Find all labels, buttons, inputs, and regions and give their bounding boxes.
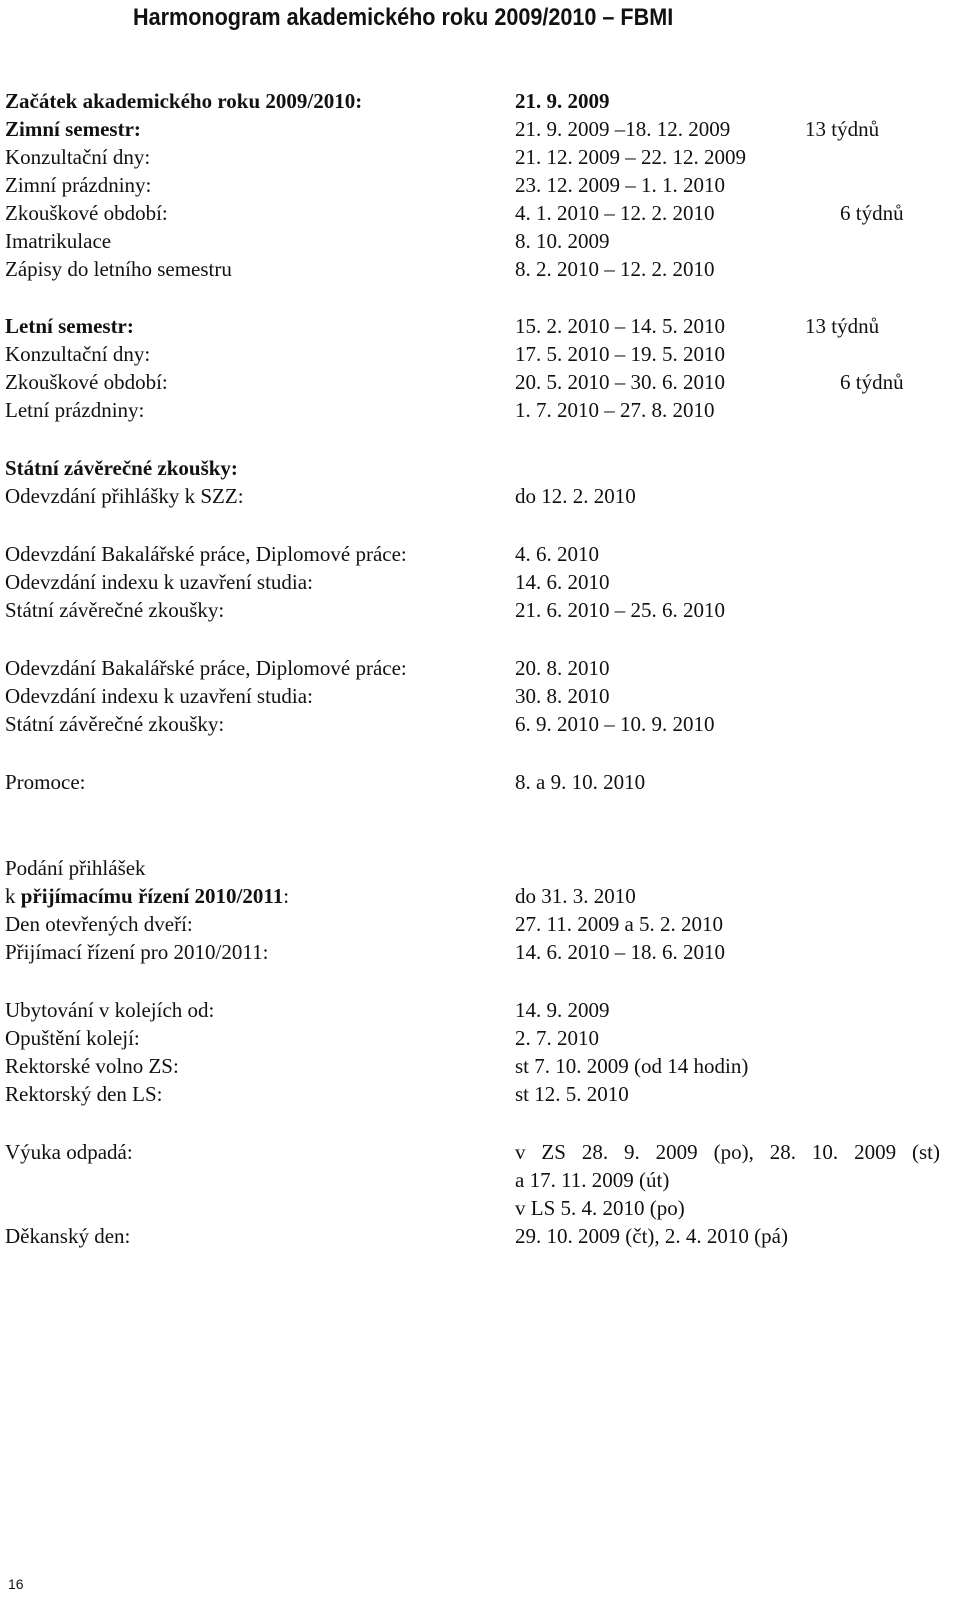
label-bold: přijímacímu řízení 2010/2011 xyxy=(20,884,284,908)
value: 20. 5. 2010 – 30. 6. 2010 xyxy=(515,370,725,394)
winter-semester-row xyxy=(5,116,955,146)
value: st 7. 10. 2009 (od 14 hodin) xyxy=(515,1054,749,1078)
value: 23. 12. 2009 – 1. 1. 2010 xyxy=(515,173,725,197)
value: 8. a 9. 10. 2010 xyxy=(515,770,646,794)
graduation-row xyxy=(5,769,955,799)
weeks: 6 týdnů xyxy=(840,201,904,225)
value: 21. 9. 2009 –18. 12. 2009 xyxy=(515,117,731,141)
t1-exam-row xyxy=(5,597,955,627)
summer-exam-row xyxy=(5,369,955,399)
label: Zkouškové období: xyxy=(5,370,168,394)
dorm-row xyxy=(5,997,955,1027)
t2-thesis-row xyxy=(5,655,955,685)
label: Odevzdání indexu k uzavření studia: xyxy=(5,570,313,594)
academic-year-start-row xyxy=(5,88,955,118)
value: do 12. 2. 2010 xyxy=(515,484,636,508)
label: Konzultační dny: xyxy=(5,145,151,169)
dean-day-row xyxy=(5,1223,955,1253)
label: Imatrikulace xyxy=(5,229,112,253)
label: Ubytování v kolejích od: xyxy=(5,998,215,1022)
winter-exam-row xyxy=(5,200,955,230)
value: st 12. 5. 2010 xyxy=(515,1082,629,1106)
label: Začátek akademického roku 2009/2010: xyxy=(5,89,363,113)
value: v ZS 28. 9. 2009 (po), 28. 10. 2009 (st) xyxy=(515,1140,940,1164)
value: 8. 10. 2009 xyxy=(515,229,610,253)
page-number: 16 xyxy=(8,1576,24,1592)
winter-holiday-row xyxy=(5,172,955,202)
label-prefix: k xyxy=(5,884,21,908)
value: 20. 8. 2010 xyxy=(515,656,610,680)
admission-process-row xyxy=(5,939,955,969)
value: 14. 9. 2009 xyxy=(515,998,610,1022)
summer-consult-row xyxy=(5,341,955,371)
t1-thesis-row xyxy=(5,541,955,571)
value: 15. 2. 2010 – 14. 5. 2010 xyxy=(515,314,725,338)
label: Letní prázdniny: xyxy=(5,398,145,422)
section-heading: Státní závěrečné zkoušky: xyxy=(5,456,238,480)
value: 29. 10. 2009 (čt), 2. 4. 2010 (pá) xyxy=(515,1224,788,1248)
value: 4. 1. 2010 – 12. 2. 2010 xyxy=(515,201,715,225)
summer-semester-row xyxy=(5,313,955,343)
rector-ls-row xyxy=(5,1081,955,1111)
label: Promoce: xyxy=(5,770,86,794)
label xyxy=(5,883,289,909)
admission-heading-row xyxy=(5,855,955,885)
value: 30. 8. 2010 xyxy=(515,684,610,708)
label-suffix: : xyxy=(283,884,290,908)
value: 4. 6. 2010 xyxy=(515,542,599,566)
cancel-row-3 xyxy=(5,1195,955,1225)
label: Rektorské volno ZS: xyxy=(5,1054,179,1078)
value: 14. 6. 2010 – 18. 6. 2010 xyxy=(515,940,725,964)
value: 17. 5. 2010 – 19. 5. 2010 xyxy=(515,342,725,366)
value: 21. 9. 2009 xyxy=(515,89,610,113)
label: Zápisy do letního semestru xyxy=(5,257,232,281)
t1-index-row xyxy=(5,569,955,599)
label: Podání přihlášek xyxy=(5,856,146,880)
value: do 31. 3. 2010 xyxy=(515,884,636,908)
value: 1. 7. 2010 – 27. 8. 2010 xyxy=(515,398,715,422)
label: Rektorský den LS: xyxy=(5,1082,163,1106)
label: Výuka odpadá: xyxy=(5,1140,133,1164)
label: Konzultační dny: xyxy=(5,342,151,366)
value: 6. 9. 2010 – 10. 9. 2010 xyxy=(515,712,715,736)
imatriculation-row xyxy=(5,228,955,258)
label: Zkouškové období: xyxy=(5,201,168,225)
label: Státní závěrečné zkoušky: xyxy=(5,598,225,622)
label: Odevzdání přihlášky k SZZ: xyxy=(5,484,244,508)
value: 8. 2. 2010 – 12. 2. 2010 xyxy=(515,257,715,281)
value: 21. 12. 2009 – 22. 12. 2009 xyxy=(515,145,746,169)
summer-holiday-row xyxy=(5,397,955,427)
label: Státní závěrečné zkoušky: xyxy=(5,712,225,736)
value: 14. 6. 2010 xyxy=(515,570,610,594)
value: 2. 7. 2010 xyxy=(515,1026,599,1050)
dorm-leave-row xyxy=(5,1025,955,1055)
value: v LS 5. 4. 2010 (po) xyxy=(515,1196,685,1220)
page-title: Harmonogram akademického roku 2009/2010 – FBMI xyxy=(133,4,674,31)
label: Opuštění kolejí: xyxy=(5,1026,140,1050)
label: Den otevřených dveří: xyxy=(5,912,193,936)
value: a 17. 11. 2009 (út) xyxy=(515,1168,670,1192)
szz-apply-row xyxy=(5,483,955,513)
szz-heading-row xyxy=(5,455,955,485)
weeks: 6 týdnů xyxy=(840,370,904,394)
weeks: 13 týdnů xyxy=(805,314,880,338)
label: Odevzdání indexu k uzavření studia: xyxy=(5,684,313,708)
label: Děkanský den: xyxy=(5,1224,131,1248)
label: Zimní prázdniny: xyxy=(5,173,152,197)
admission-apply-row xyxy=(5,883,955,913)
rector-zs-row xyxy=(5,1053,955,1083)
enrollment-row xyxy=(5,256,955,286)
label: Zimní semestr: xyxy=(5,117,141,141)
weeks: 13 týdnů xyxy=(805,117,880,141)
label: Odevzdání Bakalářské práce, Diplomové práce: xyxy=(5,542,407,566)
t2-exam-row xyxy=(5,711,955,741)
label: Odevzdání Bakalářské práce, Diplomové práce: xyxy=(5,656,407,680)
open-day-row xyxy=(5,911,955,941)
cancel-row-1 xyxy=(5,1139,955,1169)
label: Přijímací řízení pro 2010/2011: xyxy=(5,940,269,964)
winter-consult-row xyxy=(5,144,955,174)
value: 27. 11. 2009 a 5. 2. 2010 xyxy=(515,912,724,936)
value: 21. 6. 2010 – 25. 6. 2010 xyxy=(515,598,725,622)
label: Letní semestr: xyxy=(5,314,134,338)
cancel-row-2 xyxy=(5,1167,955,1197)
t2-index-row xyxy=(5,683,955,713)
